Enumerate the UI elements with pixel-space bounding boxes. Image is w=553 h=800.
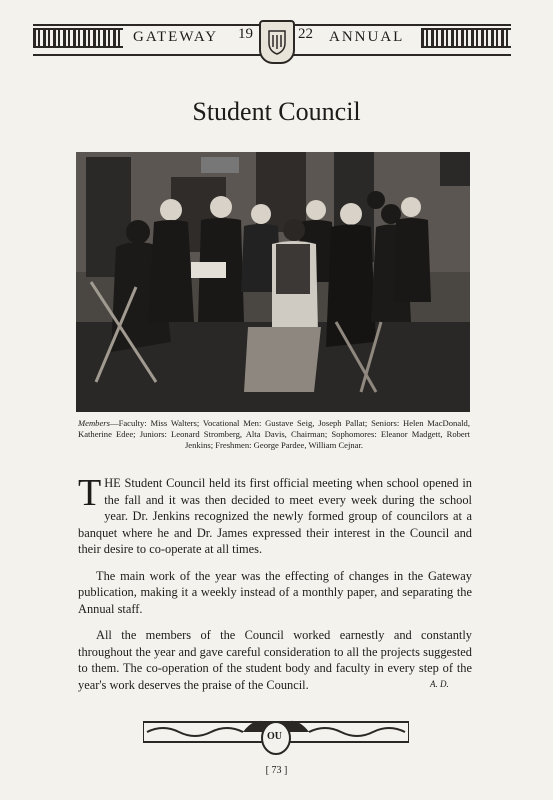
header-banner <box>33 20 511 60</box>
header-year-left: 19 <box>238 26 253 42</box>
caption-lead: Members <box>78 418 110 428</box>
drop-cap: T <box>78 472 102 514</box>
caption-text: —Faculty: Miss Walters; Vocational Men: Gustave Seig, Joseph Pallat; Seniors: Helen MacDonald, Katherine Edee; Juniors: Leonard Stromberg, Alta Davis, Chairman; Sophomores: Eleanor Madgett, Robert Jenkins; Freshmen: George Pardee, William Cejnar. <box>78 418 470 450</box>
header-annual-word: ANNUAL <box>329 29 405 45</box>
header-year-right: 22 <box>298 26 313 42</box>
article-body <box>78 472 472 703</box>
header-gateway-word: GATEWAY <box>133 29 219 45</box>
group-photograph <box>76 152 470 412</box>
crest-icon <box>259 20 295 64</box>
page-number: [ 73 ] <box>265 765 288 776</box>
paragraph-2: The main work of the year was the effecting of changes in the Gateway publication, making it a weekly instead of a monthly paper, and separating the Annual staff. <box>78 568 472 616</box>
crest-letters: OU <box>267 731 282 742</box>
paragraph-1-text: HE Student Council held its first official meeting when school opened in the fall and it was then decided to meet every week during the school year. Dr. Jenkins recognized the newly formed group of councilors at a banquet where he and Dr. James expressed their interest in the Council and their desire to co-operate at all times. <box>78 476 472 556</box>
author-initials: A. D. <box>430 679 449 689</box>
header-ornament-left <box>33 28 123 48</box>
paragraph-1 <box>78 472 472 558</box>
page-title: Student Council <box>192 97 361 126</box>
footer-ornament <box>143 706 409 756</box>
header-ornament-right <box>421 28 511 48</box>
photo-caption <box>78 418 470 451</box>
paragraph-3: All the members of the Council worked earnestly and constantly throughout the year and gave careful consideration to all the projects suggested to them. The co-operation of the student body and faculty in every step of the year's work deserves the praise of the Council. <box>78 628 472 692</box>
